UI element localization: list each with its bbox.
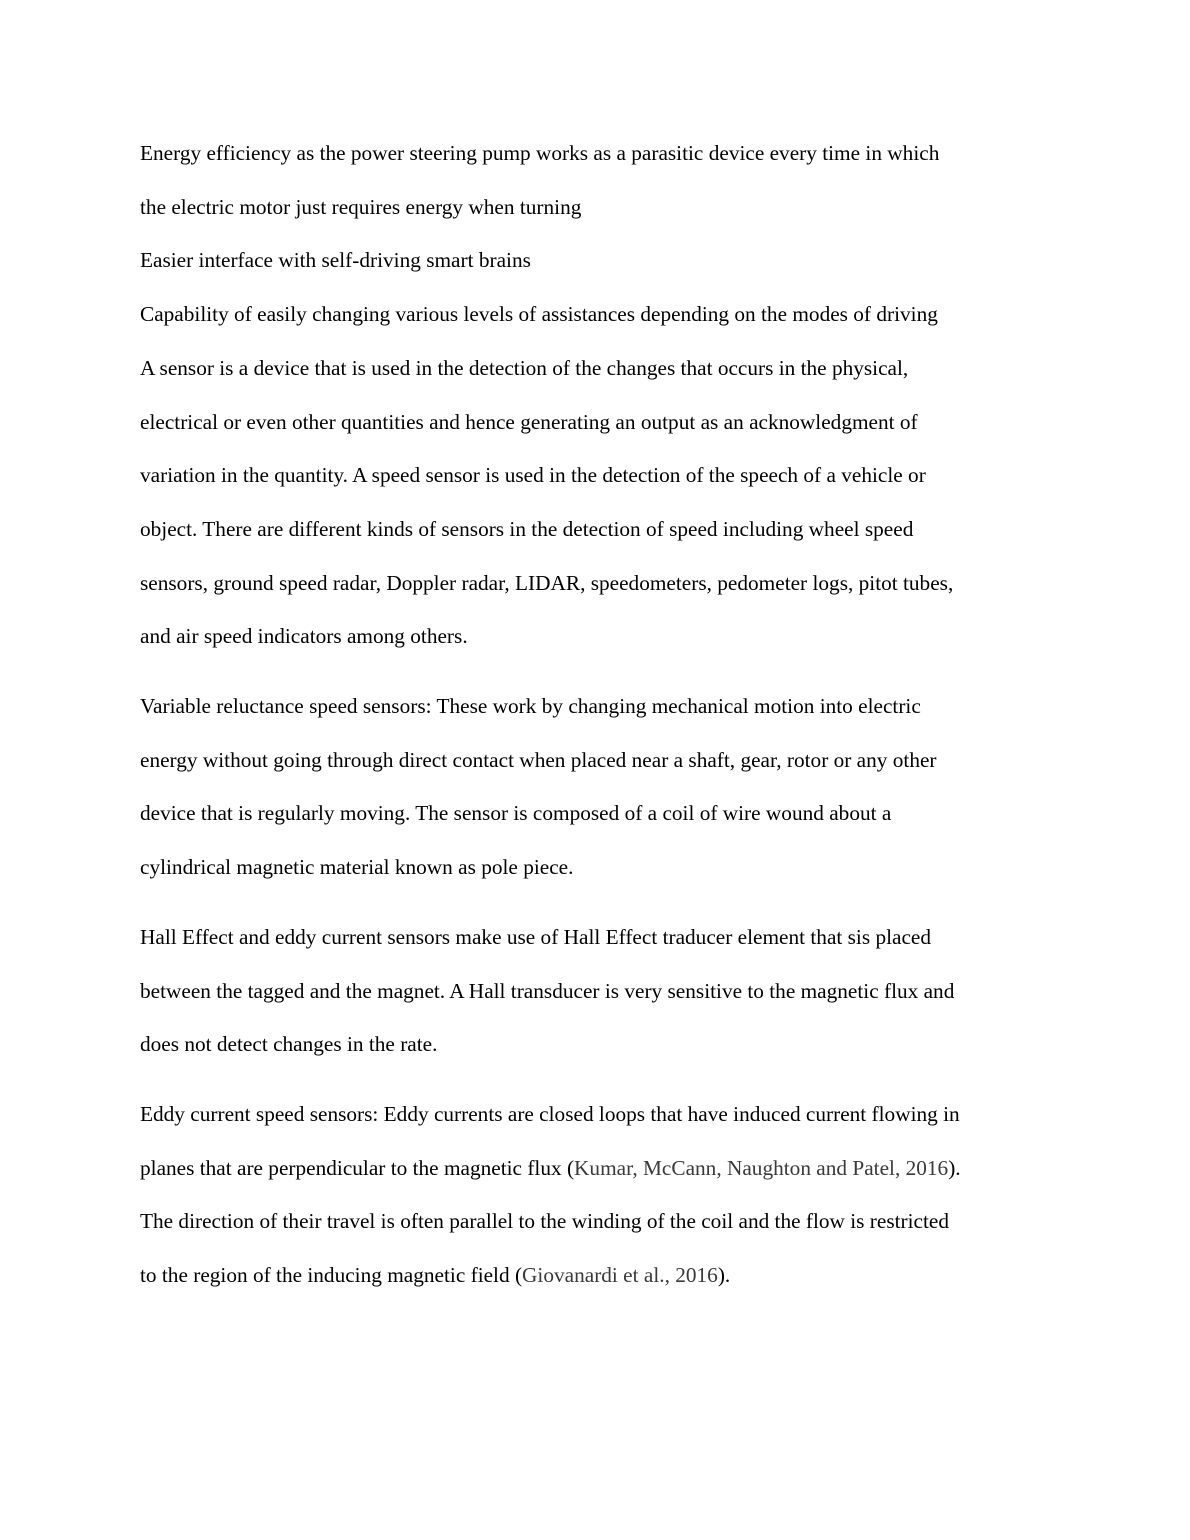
text-line: sensors, ground speed radar, Doppler radar, LIDAR, speedometers, pedometer logs, pitot tubes, xyxy=(140,570,954,595)
text-line: object. There are different kinds of sensors in the detection of speed including wheel speed xyxy=(140,516,914,541)
text-line: A sensor is a device that is used in the detection of the changes that occurs in the physical, xyxy=(140,355,909,380)
text-segment: ). xyxy=(948,1155,961,1180)
paragraph-hall-effect xyxy=(140,911,1050,1072)
text-segment: ). xyxy=(717,1263,731,1288)
paragraph-variable-reluctance xyxy=(140,680,1050,895)
text-line: does not detect changes in the rate. xyxy=(140,1032,438,1057)
citation-giovanardi: Giovanardi et al., 2016 xyxy=(522,1263,718,1288)
paragraph-eddy-current xyxy=(140,1088,1050,1303)
text-line: Hall Effect and eddy current sensors make use of Hall Effect traducer element that sis placed xyxy=(140,924,932,949)
text-line: variation in the quantity. A speed sensor is used in the detection of the speech of a vehicle or xyxy=(140,463,926,488)
text-line: and air speed indicators among others. xyxy=(140,624,468,649)
text-line: the electric motor just requires energy when turning xyxy=(140,194,582,219)
text-segment: to the region of the inducing magnetic field ( xyxy=(140,1263,523,1288)
text-line: Easier interface with self-driving smart brains xyxy=(140,248,531,273)
text-line: between the tagged and the magnet. A Hall transducer is very sensitive to the magnetic flux and xyxy=(140,978,955,1003)
citation-kumar: Kumar, McCann, Naughton and Patel, 2016 xyxy=(574,1155,949,1180)
text-line: electrical or even other quantities and hence generating an output as an acknowledgment of xyxy=(140,409,918,434)
text-line: energy without going through direct contact when placed near a shaft, gear, rotor or any other xyxy=(140,747,937,772)
text-line: device that is regularly moving. The sensor is composed of a coil of wire wound about a xyxy=(140,801,892,826)
document-page xyxy=(140,127,1050,1303)
text-line: Capability of easily changing various levels of assistances depending on the modes of driving xyxy=(140,302,938,327)
text-line: Energy efficiency as the power steering pump works as a parasitic device every time in which xyxy=(140,141,940,165)
text-line: Variable reluctance speed sensors: These work by changing mechanical motion into electric xyxy=(140,694,921,719)
text-line: cylindrical magnetic material known as pole piece. xyxy=(140,855,574,880)
text-line xyxy=(140,1249,1050,1303)
text-segment: planes that are perpendicular to the magnetic flux ( xyxy=(140,1155,575,1180)
text-line xyxy=(140,1142,1050,1196)
text-line: Eddy current speed sensors: Eddy currents are closed loops that have induced current flowing in xyxy=(140,1101,960,1126)
text-line: The direction of their travel is often parallel to the winding of the coil and the flow is restricted xyxy=(140,1209,950,1234)
paragraph-block-1 xyxy=(140,127,1050,664)
